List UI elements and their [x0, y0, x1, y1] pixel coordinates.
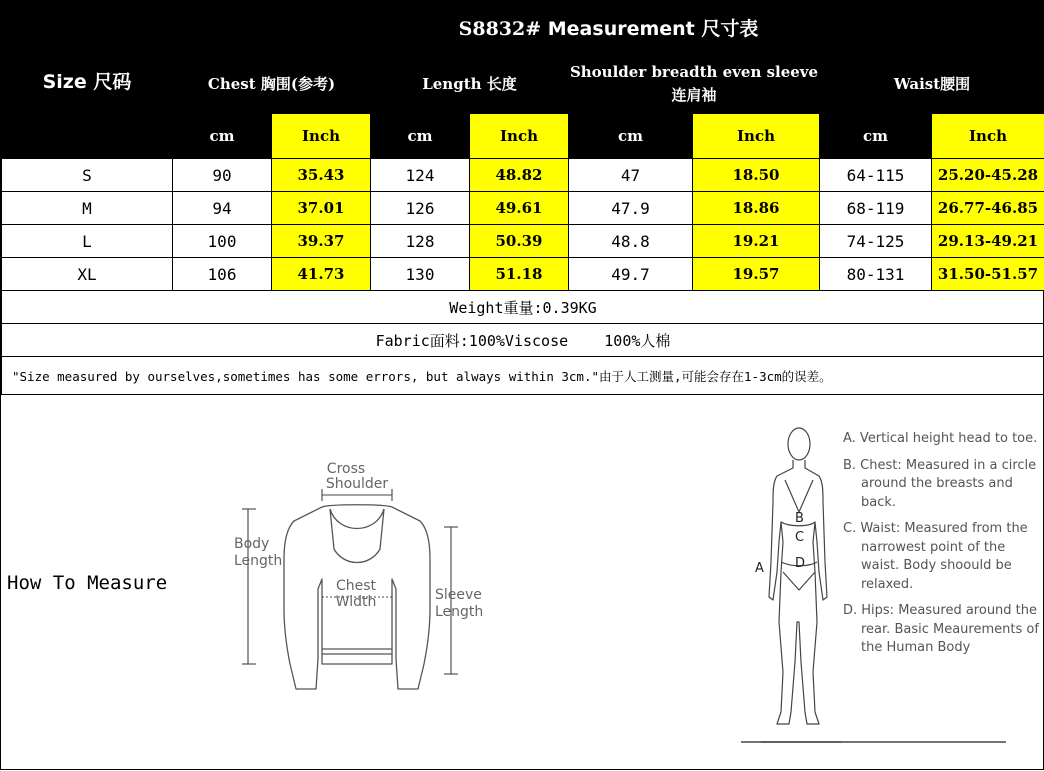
legend-item-d: D. Hips: Measured around the rear. Basic Meaurements of the Human Body	[843, 602, 1043, 658]
shoulder-cm-cell: 49.7	[569, 258, 693, 291]
unit-cm: cm	[173, 114, 272, 159]
chest-width-label: Width	[336, 594, 377, 610]
marker-c: C	[795, 530, 804, 545]
size-cell: XL	[2, 258, 173, 291]
waist-inch-cell: 29.13-49.21	[932, 225, 1044, 258]
unit-inch: Inch	[932, 114, 1044, 159]
shoulder-header: Shoulder breadth even sleeve 连肩袖	[569, 54, 820, 114]
size-cell: S	[2, 159, 173, 192]
unit-cm: cm	[569, 114, 693, 159]
body-diagram	[741, 422, 841, 748]
chest-inch-cell: 35.43	[272, 159, 371, 192]
shoulder-inch-cell: 19.57	[693, 258, 820, 291]
how-to-measure-section	[1, 394, 1044, 771]
legend-item-c: C. Waist: Measured from the narrowest point of the waist. Body shoould be relaxed.	[843, 520, 1043, 594]
chest-cm-cell: 106	[173, 258, 272, 291]
measurement-legend	[843, 430, 1043, 666]
baseline-divider	[741, 739, 1011, 745]
chest-inch-cell: 37.01	[272, 192, 371, 225]
waist-cm-cell: 68-119	[820, 192, 932, 225]
table-row	[2, 225, 1044, 258]
shoulder-cm-cell: 48.8	[569, 225, 693, 258]
unit-cm: cm	[820, 114, 932, 159]
shoulder-inch-cell: 18.50	[693, 159, 820, 192]
measurement-note: "Size measured by ourselves,sometimes has some errors, but always within 3cm."由于人工测量,可能会存在1-3cm的误差。	[2, 357, 1044, 395]
waist-cm-cell: 64-115	[820, 159, 932, 192]
unit-inch: Inch	[272, 114, 371, 159]
shoulder-inch-cell: 19.21	[693, 225, 820, 258]
shoulder-cm-cell: 47	[569, 159, 693, 192]
chest-cm-cell: 90	[173, 159, 272, 192]
marker-d: D	[795, 556, 805, 571]
unit-inch: Inch	[470, 114, 569, 159]
cross-shoulder-label: Shoulder	[326, 476, 389, 492]
length-inch-cell: 49.61	[470, 192, 569, 225]
length-cm-cell: 128	[371, 225, 470, 258]
weight-row: Weight重量:0.39KG	[2, 291, 1044, 324]
body-length-label: Body	[234, 536, 269, 552]
waist-cm-cell: 74-125	[820, 225, 932, 258]
length-inch-cell: 50.39	[470, 225, 569, 258]
body-length-label: Length	[234, 553, 282, 569]
fabric-row: Fabric面料:100%Viscose 100%人棉	[2, 324, 1044, 357]
measurement-table	[1, 1, 1044, 395]
table-title: S8832# Measurement 尺寸表	[173, 2, 1044, 54]
sleeve-length-label: Sleeve	[435, 587, 482, 603]
table-row	[2, 258, 1044, 291]
cross-shoulder-label: Cross	[327, 461, 365, 477]
legend-item-a: A. Vertical height head to toe.	[843, 430, 1043, 449]
legend-item-b: B. Chest: Measured in a circle around the breasts and back.	[843, 457, 1043, 513]
size-cell: M	[2, 192, 173, 225]
waist-inch-cell: 25.20-45.28	[932, 159, 1044, 192]
sweater-diagram	[226, 449, 496, 694]
marker-b: B	[795, 511, 804, 526]
marker-a: A	[755, 561, 764, 576]
waist-inch-cell: 26.77-46.85	[932, 192, 1044, 225]
waist-cm-cell: 80-131	[820, 258, 932, 291]
waist-header: Waist腰围	[820, 54, 1044, 114]
sleeve-length-label: Length	[435, 604, 483, 620]
length-cm-cell: 126	[371, 192, 470, 225]
waist-inch-cell: 31.50-51.57	[932, 258, 1044, 291]
size-header: Size 尺码	[2, 2, 173, 159]
how-to-measure-title: How To Measure	[7, 572, 167, 594]
unit-cm: cm	[371, 114, 470, 159]
table-row	[2, 159, 1044, 192]
table-row	[2, 192, 1044, 225]
size-cell: L	[2, 225, 173, 258]
chest-header: Chest 胸围(参考)	[173, 54, 371, 114]
length-header: Length 长度	[371, 54, 569, 114]
chest-inch-cell: 39.37	[272, 225, 371, 258]
chest-width-label: Chest	[336, 578, 377, 594]
chest-inch-cell: 41.73	[272, 258, 371, 291]
shoulder-cm-cell: 47.9	[569, 192, 693, 225]
length-inch-cell: 51.18	[470, 258, 569, 291]
shoulder-inch-cell: 18.86	[693, 192, 820, 225]
unit-inch: Inch	[693, 114, 820, 159]
length-cm-cell: 130	[371, 258, 470, 291]
chest-cm-cell: 100	[173, 225, 272, 258]
chest-cm-cell: 94	[173, 192, 272, 225]
length-cm-cell: 124	[371, 159, 470, 192]
length-inch-cell: 48.82	[470, 159, 569, 192]
